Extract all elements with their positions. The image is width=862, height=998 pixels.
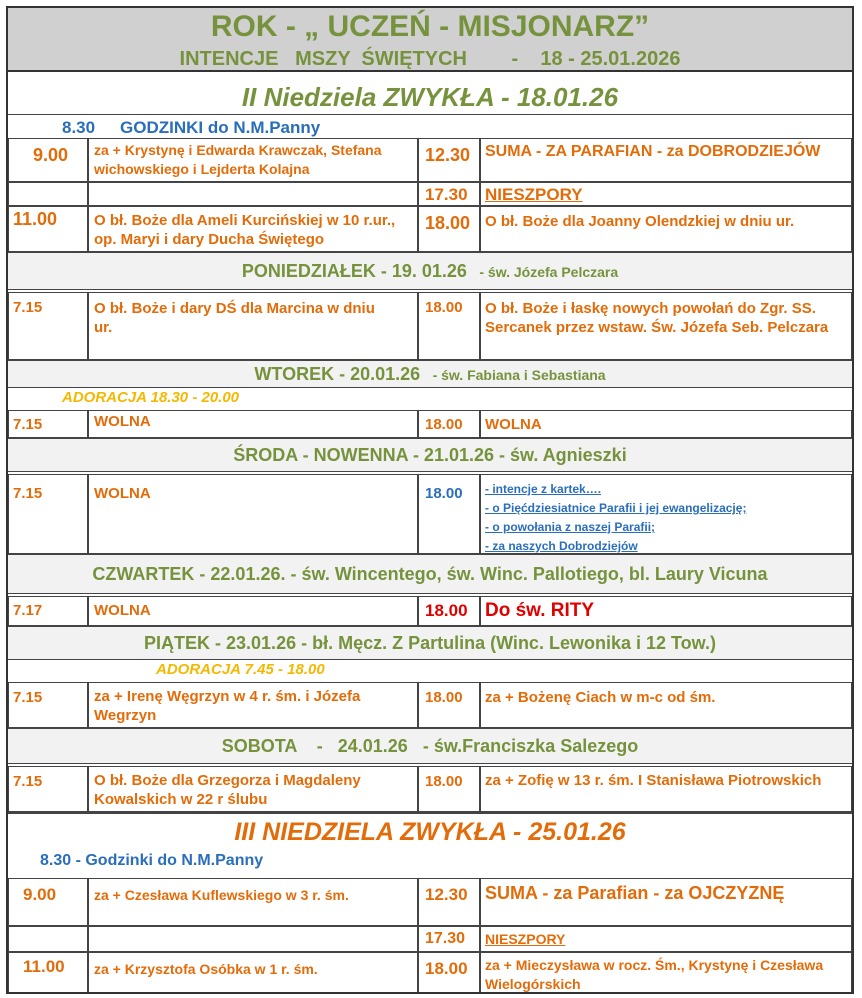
sunday2-row1-intention1-cell	[88, 878, 418, 926]
intention-item-text: - za naszych Dobrodziejów	[485, 539, 638, 553]
saturday-intention1-cell	[88, 766, 418, 812]
tuesday-time1-cell	[8, 410, 88, 438]
friday-time2-cell	[418, 682, 480, 728]
thursday-intention1-cell	[88, 596, 418, 626]
mass-time: 12.30	[425, 145, 471, 165]
wednesday-intentions-cell	[480, 474, 852, 554]
sunday2-godzinki: 8.30 - Godzinki do N.M.Panny	[40, 852, 264, 869]
friday-intention1-cell	[88, 682, 418, 728]
header-subtitle: INTENCJE MSZY ŚWIĘTYCH - 18 - 25.01.2026	[179, 48, 681, 70]
thursday-bar	[8, 554, 852, 594]
sunday2-row1-intention2-cell	[480, 878, 852, 926]
mass-time: 18.00	[425, 601, 468, 620]
mass-time: 18.00	[425, 485, 463, 502]
mass-time: 18.00	[425, 416, 463, 433]
intention-item-text: - o Pięćdziesiatnice Parafii i jej ewangelizację;	[485, 501, 747, 515]
sunday1-row2-time2-cell	[418, 182, 480, 206]
header-title: ROK - „ UCZEŃ - MISJONARZ”	[210, 10, 650, 43]
sunday2-row2-time1-cell	[8, 926, 88, 952]
friday-intention2-cell	[480, 682, 852, 728]
mass-intention: za + Krzysztofa Osóbka w 1 r. śm.	[94, 961, 318, 977]
sunday2-row3-intention2-cell	[480, 952, 852, 994]
mass-time: 11.00	[23, 957, 65, 976]
mass-intention: NIESZPORY	[485, 185, 583, 204]
mass-time: 7.15	[13, 773, 43, 790]
mass-time: 11.00	[13, 209, 58, 229]
mass-intention: za + Zofię w 13 r. śm. I Stanisława Piotrowskich	[485, 772, 822, 789]
mass-time: 18.00	[425, 773, 463, 790]
sunday2-row1-time2-cell	[418, 878, 480, 926]
mass-time: 9.00	[23, 885, 57, 904]
saturday-time2-cell	[418, 766, 480, 812]
schedule-frame	[6, 6, 854, 994]
sunday2-row3-time2-cell	[418, 952, 480, 994]
sunday1-row3-intention2-cell	[480, 206, 852, 252]
mass-time: 7.15	[13, 416, 43, 433]
sunday1-row1-time1-cell	[8, 138, 88, 182]
mass-intention: O bł. Boże i dary DŚ dla Marcina w dniu ur.	[94, 300, 375, 336]
sunday2-title: III NIEDZIELA ZWYKŁA - 25.01.26	[234, 818, 626, 846]
tuesday-adoration: ADORACJA 18.30 - 20.00	[62, 389, 240, 406]
mass-time: 9.00	[33, 145, 69, 165]
sunday1-title: II Niedziela ZWYKŁA - 18.01.26	[241, 82, 619, 112]
wednesday-time1-cell	[8, 474, 88, 554]
sunday2-row3-intention1-cell	[88, 952, 418, 994]
sunday2-section	[8, 812, 852, 878]
mass-intention: NIESZPORY	[485, 931, 566, 947]
intention-item-text: - o powołania z naszej Parafii;	[485, 520, 656, 534]
sunday2-row2-intention1-cell	[88, 926, 418, 952]
saturday-time1-cell	[8, 766, 88, 812]
wednesday-time2-cell	[418, 474, 480, 554]
sunday1-row2-intention1-cell	[88, 182, 418, 206]
mass-intention: za + Krystynę i Edwarda Krawczak, Stefana wichowskiego i Lejderta Kolajna	[94, 142, 382, 177]
thursday-title: CZWARTEK - 22.01.26. - św. Wincentego, św. Winc. Pallotiego, bl. Laury Vicuna	[92, 564, 768, 584]
mass-intention: WOLNA	[94, 602, 151, 619]
sunday1-row3-intention1-cell	[88, 206, 418, 252]
thursday-time2-cell	[418, 596, 480, 626]
intention-item-text: - intencje z kartek….	[485, 482, 602, 496]
intention-item	[485, 520, 655, 534]
mass-time: 18.00	[425, 689, 463, 706]
tuesday-heading	[8, 364, 852, 385]
monday-bar	[8, 252, 852, 290]
wednesday-intention1-cell	[88, 474, 418, 554]
sunday1-godzinki-time: 8.30	[62, 118, 96, 137]
monday-intention2-cell	[480, 292, 852, 360]
wednesday-title: ŚRODA - NOWENNA - 21.01.26 - św. Agnieszki	[233, 445, 627, 465]
mass-time: 7.15	[13, 299, 43, 316]
tuesday-bar	[8, 360, 852, 388]
monday-intention1-cell	[88, 292, 418, 360]
mass-intention: WOLNA	[94, 413, 151, 430]
mass-intention: SUMA - ZA PARAFIAN - za DOBRODZIEJÓW	[485, 143, 821, 160]
mass-time: 18.00	[425, 299, 463, 316]
friday-time1-cell	[8, 682, 88, 728]
sunday1-row2-intention2-cell	[480, 182, 852, 206]
monday-heading	[8, 261, 852, 282]
sunday2-row3-time1-cell	[8, 952, 88, 994]
saturday-intention2-cell	[480, 766, 852, 812]
intention-item	[485, 482, 601, 496]
mass-intention: O bł. Boże dla Ameli Kurcińskiej w 10 r.ur., op. Maryi i dary Ducha Świętego	[94, 212, 396, 248]
sunday1-row2-time1-cell	[8, 182, 88, 206]
header	[8, 8, 852, 72]
monday-time1-cell	[8, 292, 88, 360]
sunday2-row2-time2-cell	[418, 926, 480, 952]
mass-intention: WOLNA	[94, 485, 151, 502]
sunday2-row2-intention2-cell	[480, 926, 852, 952]
friday-title: PIĄTEK - 23.01.26 - bł. Męcz. Z Partulina (Winc. Lewonika i 12 Tow.)	[144, 633, 716, 653]
saturday-title: SOBOTA - 24.01.26 - św.Franciszka Salezego	[221, 736, 639, 756]
sunday1-row1-intention1-cell	[88, 138, 418, 182]
friday-adoration: ADORACJA 7.45 - 18.00	[156, 661, 325, 678]
mass-intention: O bł. Boże dla Joanny Olendzkiej w dniu ur.	[485, 213, 795, 230]
tuesday-title: WTOREK - 20.01.26	[254, 364, 421, 384]
tuesday-intention1-cell	[88, 410, 418, 438]
thursday-intention2-cell	[480, 596, 852, 626]
mass-intention: Do św. RITY	[485, 600, 595, 621]
sunday1-row3-time2-cell	[418, 206, 480, 252]
mass-time: 12.30	[425, 885, 468, 904]
mass-intention: O bł. Boże dla Grzegorza i Magdaleny Kowalskich w 22 r ślubu	[94, 772, 361, 808]
mass-time: 17.30	[425, 930, 466, 947]
saturday-bar	[8, 728, 852, 764]
mass-time: 18.00	[425, 959, 468, 978]
mass-time: 17.30	[425, 185, 468, 204]
mass-intention: O bł. Boże i łaskę nowych powołań do Zgr. SS. Sercanek przez wstaw. Św. Józefa Seb. Pelczara	[485, 300, 829, 336]
intention-item	[485, 501, 746, 515]
intention-item	[485, 539, 638, 553]
mass-time: 18.00	[425, 213, 471, 233]
monday-title: PONIEDZIAŁEK - 19. 01.26	[241, 261, 467, 281]
mass-intention: za + Bożenę Ciach w m-c od śm.	[485, 689, 716, 706]
mass-time: 7.15	[13, 485, 43, 502]
sunday1-row1-intention2-cell	[480, 138, 852, 182]
tuesday-time2-cell	[418, 410, 480, 438]
sunday2-row1-time1-cell	[8, 878, 88, 926]
mass-intention: za + Mieczysława w rocz. Śm., Krystynę i Czesława Wielogórskich	[485, 957, 824, 992]
sunday1-row3-time1-cell	[8, 206, 88, 252]
mass-time: 7.15	[13, 689, 43, 706]
monday-saint: - św. Józefa Pelczara	[479, 264, 619, 280]
sunday1-godzinki-label: GODZINKI do N.M.Panny	[120, 118, 321, 137]
monday-time2-cell	[418, 292, 480, 360]
mass-intention: WOLNA	[485, 416, 542, 433]
wednesday-bar	[8, 438, 852, 472]
mass-intention: za + Czesława Kuflewskiego w 3 r. śm.	[94, 887, 349, 903]
mass-time: 7.17	[13, 602, 43, 619]
friday-bar	[8, 626, 852, 660]
sunday1-divider	[8, 114, 852, 115]
mass-intention: SUMA - za Parafian - za OJCZYZNĘ	[485, 883, 785, 903]
tuesday-intention2-cell	[480, 410, 852, 438]
mass-intention: za + Irenę Węgrzyn w 4 r. śm. i Józefa Wegrzyn	[94, 688, 361, 724]
tuesday-saint: - św. Fabiana i Sebastiana	[432, 367, 606, 383]
sunday1-row1-time2-cell	[418, 138, 480, 182]
thursday-time1-cell	[8, 596, 88, 626]
